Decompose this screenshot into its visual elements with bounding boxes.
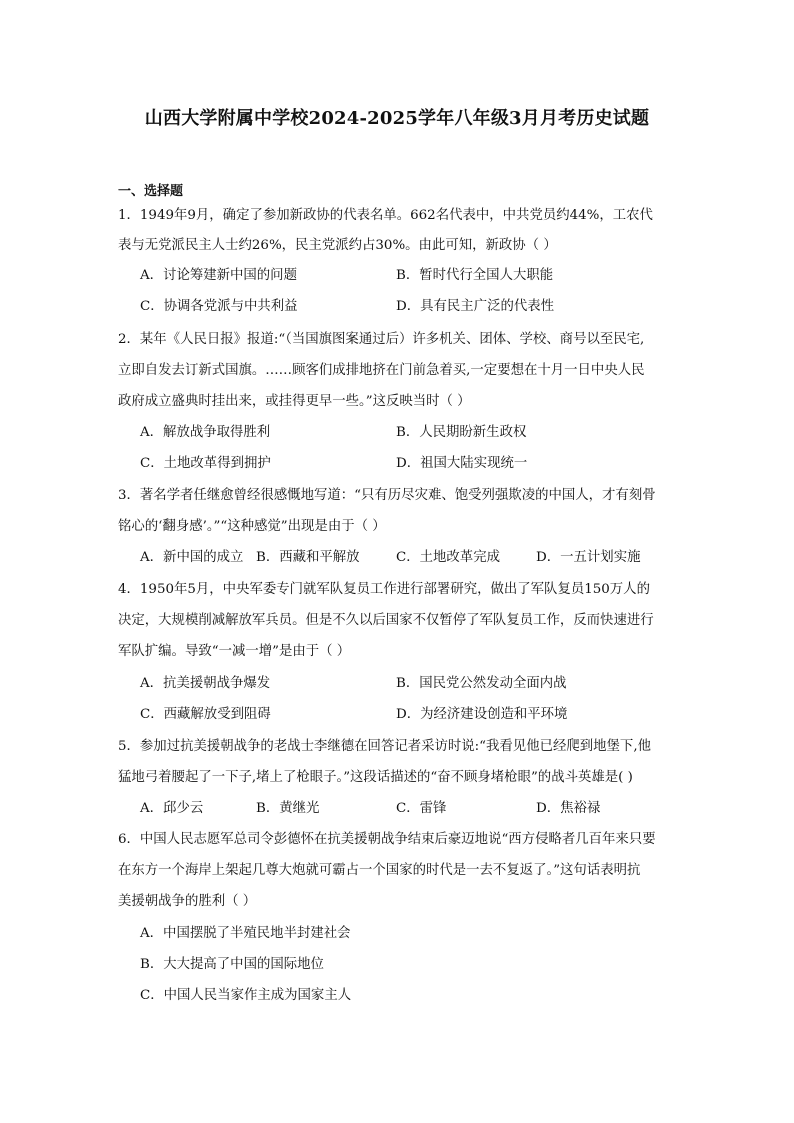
question-4-line-1: 4．1950年5月，中央军委专门就军队复员工作进行部署研究，做出了军队复员150万人的 bbox=[118, 582, 650, 597]
question-6-line-2: 在东方一个海岸上架起几尊大炮就可霸占一个国家的时代是一去不复返了。”这句话表明抗 bbox=[118, 863, 641, 878]
question-6-line-1: 6．中国人民志愿军总司令彭德怀在抗美援朝战争结束后豪迈地说“西方侵略者几百年来只要 bbox=[118, 832, 656, 847]
question-6-line-3: 美援朝战争的胜利（ ） bbox=[118, 894, 257, 909]
question-5-option-a: A．邱少云 bbox=[140, 801, 204, 816]
question-1-option-c: C．协调各党派与中共利益 bbox=[140, 299, 298, 314]
question-2-line-3: 政府成立盛典时挂出来，或挂得更早一些。”这反映当时（ ） bbox=[118, 394, 471, 409]
question-4-line-3: 军队扩编。导致“一减一增”是由于（ ） bbox=[118, 644, 351, 659]
question-1-option-d: D．具有民主广泛的代表性 bbox=[396, 299, 555, 314]
question-2-option-b: B．人民期盼新生政权 bbox=[396, 425, 527, 440]
question-5-line-1: 5．参加过抗美援朝战争的老战士李继德在回答记者采访时说:“我看见他已经爬到地堡下,他 bbox=[118, 739, 651, 754]
question-1-line-2: 表与无党派民主人士约26%，民主党派约占30%。由此可知，新政协（ ） bbox=[118, 238, 557, 253]
question-1-option-a: A．讨论筹建新中国的问题 bbox=[140, 268, 297, 283]
question-2-option-c: C．土地改革得到拥护 bbox=[140, 456, 271, 471]
question-3-line-2: 铭心的‘翻身感’。”“这种感觉”出现是由于（ ） bbox=[118, 519, 386, 534]
question-2-option-a: A．解放战争取得胜利 bbox=[140, 425, 271, 440]
question-4-option-b: B．国民党公然发动全面内战 bbox=[396, 676, 567, 691]
question-6-option-b: B．大大提高了中国的国际地位 bbox=[140, 957, 324, 972]
question-3-option-c: C．土地改革完成 bbox=[396, 550, 500, 565]
question-1-option-b: B．暂时代行全国人大职能 bbox=[396, 268, 554, 283]
question-4-line-2: 决定，大规模削减解放军兵员。但是不久以后国家不仅暂停了军队复员工作，反而快速进行 bbox=[118, 613, 654, 628]
question-5-option-c: C．雷锋 bbox=[396, 801, 447, 816]
question-4-option-c: C．西藏解放受到阻碍 bbox=[140, 707, 271, 722]
question-3-option-d: D．一五计划实施 bbox=[536, 550, 641, 565]
question-3-option-a: A．新中国的成立 bbox=[140, 550, 244, 565]
question-4-option-d: D．为经济建设创造和平环境 bbox=[396, 707, 568, 722]
question-5-line-2: 猛地弓着腰起了一下子,堵上了枪眼子。”这段话描述的“奋不顾身堵枪眼”的战斗英雄是( ) bbox=[118, 770, 633, 785]
section-heading: 一、选择题 bbox=[118, 184, 184, 199]
question-2-line-2: 立即自发去订新式国旗。……顾客们成排地挤在门前急着买,一定要想在十月一日中央人民 bbox=[118, 363, 645, 378]
question-1-line-1: 1．1949年9月，确定了参加新政协的代表名单。662名代表中，中共党员约44%，工农代 bbox=[118, 208, 653, 223]
question-3-option-b: B．西藏和平解放 bbox=[256, 550, 360, 565]
question-5-option-b: B．黄继光 bbox=[256, 801, 320, 816]
question-4-option-a: A．抗美援朝战争爆发 bbox=[140, 676, 271, 691]
question-2-line-1: 2．某年《人民日报》报道:“（当国旗图案通过后）许多机关、团体、学校、商号以至民宅, bbox=[118, 332, 645, 347]
question-6-option-a: A．中国摆脱了半殖民地半封建社会 bbox=[140, 926, 351, 941]
question-5-option-d: D．焦裕禄 bbox=[536, 801, 601, 816]
question-3-line-1: 3．著名学者任继愈曾经很感慨地写道：“只有历尽灾难、饱受列强欺凌的中国人，才有刻骨 bbox=[118, 488, 656, 503]
question-2-option-d: D．祖国大陆实现统一 bbox=[396, 456, 528, 471]
question-6-option-c: C．中国人民当家作主成为国家主人 bbox=[140, 988, 352, 1003]
exam-title: 山西大学附属中学校2024-2025学年八年级3月月考历史试题 bbox=[144, 108, 650, 129]
